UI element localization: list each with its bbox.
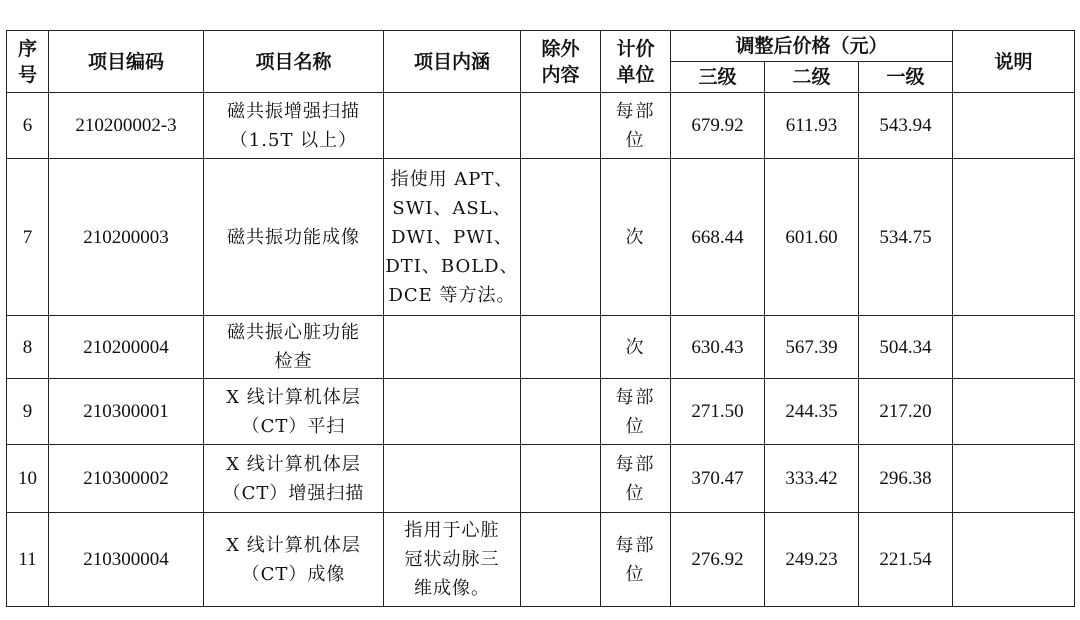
row-level2-price: 567.39 — [765, 316, 859, 379]
row-code: 210200004 — [49, 316, 204, 379]
row-seq: 9 — [7, 379, 49, 445]
row-level2-price: 249.23 — [765, 513, 859, 607]
row-content-line: 冠状动脉三 — [404, 549, 500, 570]
row-name — [204, 316, 384, 379]
row-name-line: 检查 — [274, 351, 313, 372]
row-level1-price: 296.38 — [859, 445, 953, 513]
header-code: 项目编码 — [49, 31, 204, 93]
table-row — [7, 445, 1075, 513]
row-level2-price: 611.93 — [765, 93, 859, 159]
header-except-line-1: 除外 — [541, 37, 580, 60]
row-name-line: 磁共振心脏功能 — [227, 322, 360, 343]
row-except — [521, 379, 601, 445]
row-note — [953, 316, 1075, 379]
row-name-line: 磁共振功能成像 — [227, 226, 360, 248]
row-level3-price: 276.92 — [671, 513, 765, 607]
table-row — [7, 316, 1075, 379]
price-table — [6, 30, 1075, 607]
row-name — [204, 93, 384, 159]
header-seq — [7, 31, 49, 93]
row-content-line: 指用于心脏 — [404, 520, 500, 541]
row-unit-line: 位 — [625, 129, 646, 151]
row-unit-line: 次 — [625, 336, 646, 358]
row-level2-price: 601.60 — [765, 159, 859, 316]
header-unit-line-2: 单位 — [616, 63, 655, 86]
row-level1-price: 504.34 — [859, 316, 953, 379]
row-content — [384, 159, 521, 316]
row-unit-line: 每部 — [615, 100, 656, 122]
row-unit — [601, 159, 671, 316]
row-name-line: （CT）平扫 — [241, 415, 346, 437]
row-level3-price: 271.50 — [671, 379, 765, 445]
row-content-line: 维成像。 — [414, 578, 490, 599]
table-row — [7, 159, 1075, 316]
header-seq-line-2: 号 — [17, 63, 37, 86]
row-level1-price: 221.54 — [859, 513, 953, 607]
row-level2-price: 333.42 — [765, 445, 859, 513]
row-name — [204, 379, 384, 445]
header-unit-line-1: 计价 — [616, 37, 655, 60]
header-name: 项目名称 — [204, 31, 384, 93]
row-except — [521, 159, 601, 316]
row-seq: 6 — [7, 93, 49, 159]
header-level2: 二级 — [765, 62, 859, 93]
row-content-line: 指使用 APT、 — [390, 168, 514, 190]
row-note — [953, 445, 1075, 513]
row-name-line: （1.5T 以上） — [229, 129, 358, 151]
row-except — [521, 513, 601, 607]
row-content — [384, 513, 521, 607]
header-except — [521, 31, 601, 93]
table-row — [7, 93, 1075, 159]
row-except — [521, 316, 601, 379]
row-code: 210300001 — [49, 379, 204, 445]
row-note — [953, 513, 1075, 607]
header-row-top — [7, 31, 1075, 62]
row-level3-price: 668.44 — [671, 159, 765, 316]
row-name-line: X 线计算机体层 — [226, 534, 361, 556]
row-content-line: DWI、PWI、 — [391, 226, 513, 248]
row-name-line: （CT）增强扫描 — [222, 482, 365, 504]
row-unit — [601, 513, 671, 607]
row-code: 210300004 — [49, 513, 204, 607]
row-name — [204, 445, 384, 513]
row-level3-price: 370.47 — [671, 445, 765, 513]
row-unit-line: 每部 — [615, 534, 656, 556]
row-level3-price: 679.92 — [671, 93, 765, 159]
table-row — [7, 379, 1075, 445]
row-unit-line: 位 — [625, 563, 646, 585]
table-row — [7, 513, 1075, 607]
header-level3: 三级 — [671, 62, 765, 93]
row-seq: 7 — [7, 159, 49, 316]
row-except — [521, 93, 601, 159]
row-content — [384, 445, 521, 513]
row-content — [384, 93, 521, 159]
row-note — [953, 159, 1075, 316]
header-level1: 一级 — [859, 62, 953, 93]
row-content — [384, 316, 521, 379]
row-name-line: （CT）成像 — [241, 563, 346, 585]
row-name-line: X 线计算机体层 — [226, 453, 361, 475]
row-except — [521, 445, 601, 513]
row-level2-price: 244.35 — [765, 379, 859, 445]
header-price-group: 调整后价格（元） — [671, 31, 953, 62]
row-level3-price: 630.43 — [671, 316, 765, 379]
header-except-line-2: 内容 — [541, 63, 580, 86]
row-content-line: DCE 等方法。 — [388, 284, 516, 306]
row-name-line: X 线计算机体层 — [226, 386, 361, 408]
header-unit — [601, 31, 671, 93]
row-seq: 8 — [7, 316, 49, 379]
row-name — [204, 513, 384, 607]
row-level1-price: 217.20 — [859, 379, 953, 445]
row-seq: 10 — [7, 445, 49, 513]
row-unit-line: 次 — [625, 226, 646, 248]
row-note — [953, 93, 1075, 159]
row-level1-price: 534.75 — [859, 159, 953, 316]
header-content: 项目内涵 — [384, 31, 521, 93]
row-unit-line: 位 — [625, 482, 646, 504]
row-name — [204, 159, 384, 316]
row-unit — [601, 316, 671, 379]
row-content — [384, 379, 521, 445]
row-content-line: SWI、ASL、 — [392, 197, 512, 219]
row-note — [953, 379, 1075, 445]
row-unit — [601, 93, 671, 159]
row-unit-line: 每部 — [615, 453, 656, 475]
row-seq: 11 — [7, 513, 49, 607]
row-code: 210200003 — [49, 159, 204, 316]
header-seq-line-1: 序 — [17, 37, 37, 60]
row-unit-line: 位 — [625, 415, 646, 437]
row-unit — [601, 445, 671, 513]
row-name-line: 磁共振增强扫描 — [227, 100, 360, 122]
row-level1-price: 543.94 — [859, 93, 953, 159]
row-code: 210200002-3 — [49, 93, 204, 159]
row-content-line: DTI、BOLD、 — [385, 255, 519, 277]
header-note: 说明 — [953, 31, 1075, 93]
row-code: 210300002 — [49, 445, 204, 513]
row-unit — [601, 379, 671, 445]
row-unit-line: 每部 — [615, 386, 656, 408]
